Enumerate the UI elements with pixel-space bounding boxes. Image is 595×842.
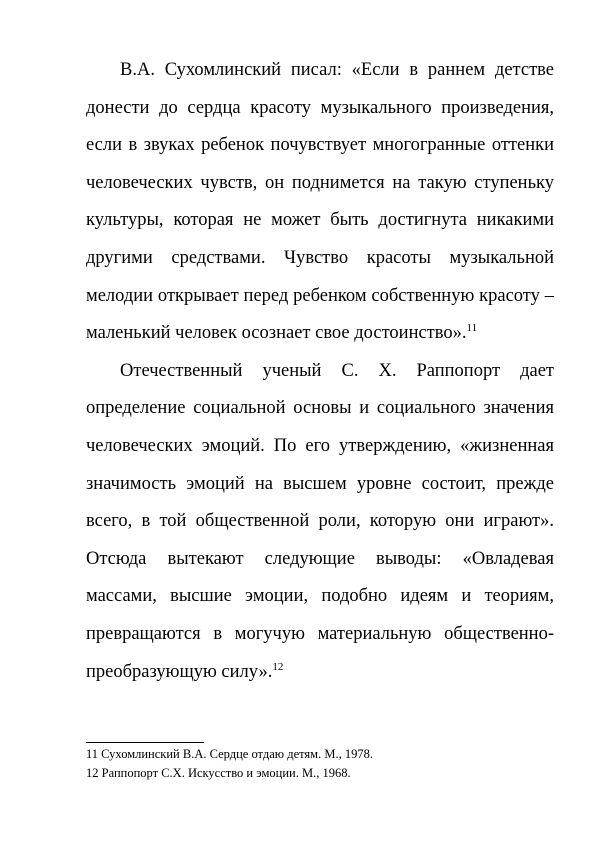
paragraph-rappoport bbox=[86, 353, 554, 691]
footnote-12: 12 Раппопорт С.Х. Искусство и эмоции. М., 1968. bbox=[86, 766, 351, 780]
footnote-ref-12[interactable]: 12 bbox=[272, 660, 284, 673]
paragraph-text: В.А. Сухомлинский писал: «Если в раннем детстве донести до сердца красоту музыкального произведения, если в звуках ребенок почувствует многогранные оттенки человеческих чувств, он поднимется на такую ступеньку культуры, которая не может быть достигнута никакими другими средствами. Чувство красоты музыкальной мелодии открывает перед ребенком собственную красоту – маленький человек осознает свое достоинство». bbox=[86, 60, 554, 344]
paragraph-text: Отечественный ученый С. Х. Раппопорт дает определение социальной основы и социального значения человеческих эмоций. По его утверждению, «жизненная значимость эмоций на высшем уровне состоит, прежде всего, в той общественной роли, которую они играют». Отсюда вытекают следующие выводы: «Овладевая массами, высшие эмоции, подобно идеям и теориям, превращаются в могучую материальную общественно-преобразующую силу». bbox=[86, 360, 554, 682]
footnotes-section bbox=[86, 742, 554, 783]
body-text bbox=[86, 52, 554, 691]
footnote-11: 11 Сухомлинский В.А. Сердце отдаю детям. М., 1978. bbox=[86, 747, 373, 761]
footnote-divider bbox=[86, 742, 204, 743]
footnote-ref-11[interactable]: 11 bbox=[466, 322, 478, 334]
paragraph-sukhomlinsky bbox=[86, 52, 554, 353]
